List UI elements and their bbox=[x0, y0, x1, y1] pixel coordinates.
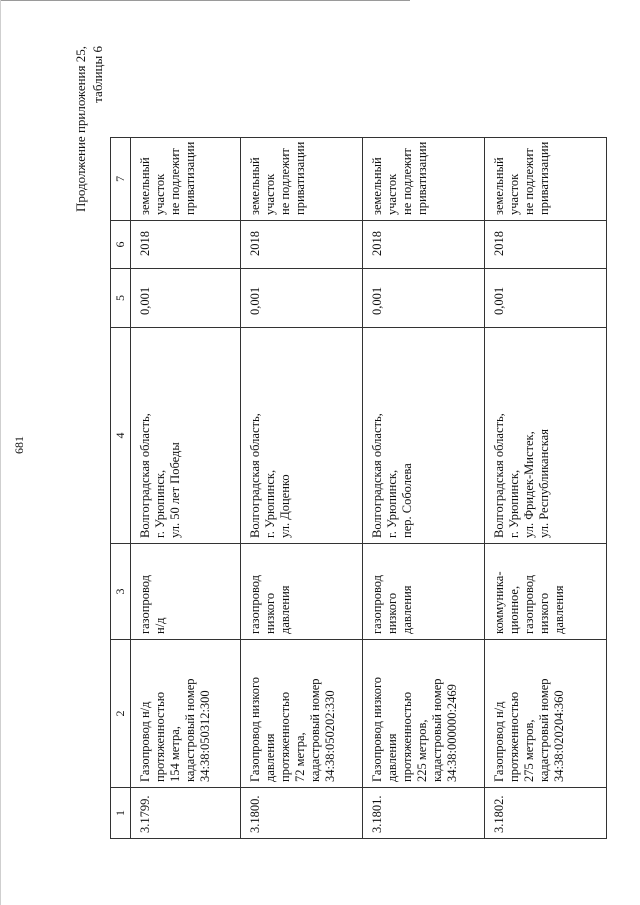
row-number: 3.1799. bbox=[131, 788, 241, 839]
object-type: газопровод низкого давления bbox=[363, 544, 485, 640]
row-number: 3.1802. bbox=[485, 788, 607, 839]
continuation-line-2: таблицы 6 bbox=[90, 46, 105, 103]
col5-value: 0,001 bbox=[131, 269, 241, 328]
object-address: Волгоградская область, г. Урюпинск, ул. 50 лет Победы bbox=[131, 328, 241, 544]
page-number: 681 bbox=[12, 436, 26, 454]
col5-value: 0,001 bbox=[241, 269, 363, 328]
header-cell: 2 bbox=[111, 640, 131, 788]
row-number: 3.1801. bbox=[363, 788, 485, 839]
privatization-note: земельный участок не подлежит приватизации bbox=[241, 137, 363, 220]
privatization-note: земельный участок не подлежит приватизации bbox=[485, 137, 607, 220]
row-number: 3.1800. bbox=[241, 788, 363, 839]
object-address: Волгоградская область, г. Урюпинск, ул. Доценко bbox=[241, 328, 363, 544]
object-address: Волгоградская область, г. Урюпинск, ул. Фридек-Мистек, ул. Республиканская bbox=[485, 328, 607, 544]
table-header-row bbox=[111, 137, 131, 838]
table-row bbox=[485, 137, 607, 838]
privatization-note: земельный участок не подлежит приватизации bbox=[363, 137, 485, 220]
object-name: Газопровод низкого давления протяженностью 225 метров, кадастровый номер 34:38:000000:2469 bbox=[363, 640, 485, 788]
year-value: 2018 bbox=[485, 221, 607, 269]
object-type: коммуника- ционное, газопровод низкого давления bbox=[485, 544, 607, 640]
header-cell: 1 bbox=[111, 788, 131, 839]
table-row bbox=[241, 137, 363, 838]
year-value: 2018 bbox=[241, 221, 363, 269]
header-cell: 7 bbox=[111, 137, 131, 220]
object-address: Волгоградская область, г. Урюпинск, пер. Соболева bbox=[363, 328, 485, 544]
continuation-line-1: Продолжение приложения 25, bbox=[73, 46, 88, 213]
object-name: Газопровод низкого давления протяженностью 72 метра, кадастровый номер 34:38:050202:330 bbox=[241, 640, 363, 788]
object-type: газопровод н/д bbox=[131, 544, 241, 640]
object-name: Газопровод н/д протяженностью 154 метра, кадастровый номер 34:38:050312:300 bbox=[131, 640, 241, 788]
privatization-note: земельный участок не подлежит приватизации bbox=[131, 137, 241, 220]
col5-value: 0,001 bbox=[363, 269, 485, 328]
continuation-note bbox=[72, 46, 106, 212]
object-name: Газопровод н/д протяженностью 275 метров, кадастровый номер 34:38:020204:360 bbox=[485, 640, 607, 788]
header-cell: 4 bbox=[111, 328, 131, 544]
header-cell: 3 bbox=[111, 544, 131, 640]
header-cell: 6 bbox=[111, 221, 131, 269]
header-cell: 5 bbox=[111, 269, 131, 328]
property-table bbox=[110, 137, 607, 839]
table-row bbox=[363, 137, 485, 838]
year-value: 2018 bbox=[131, 221, 241, 269]
year-value: 2018 bbox=[363, 221, 485, 269]
table-row bbox=[131, 137, 241, 838]
object-type: газопровод низкого давления bbox=[241, 544, 363, 640]
col5-value: 0,001 bbox=[485, 269, 607, 328]
